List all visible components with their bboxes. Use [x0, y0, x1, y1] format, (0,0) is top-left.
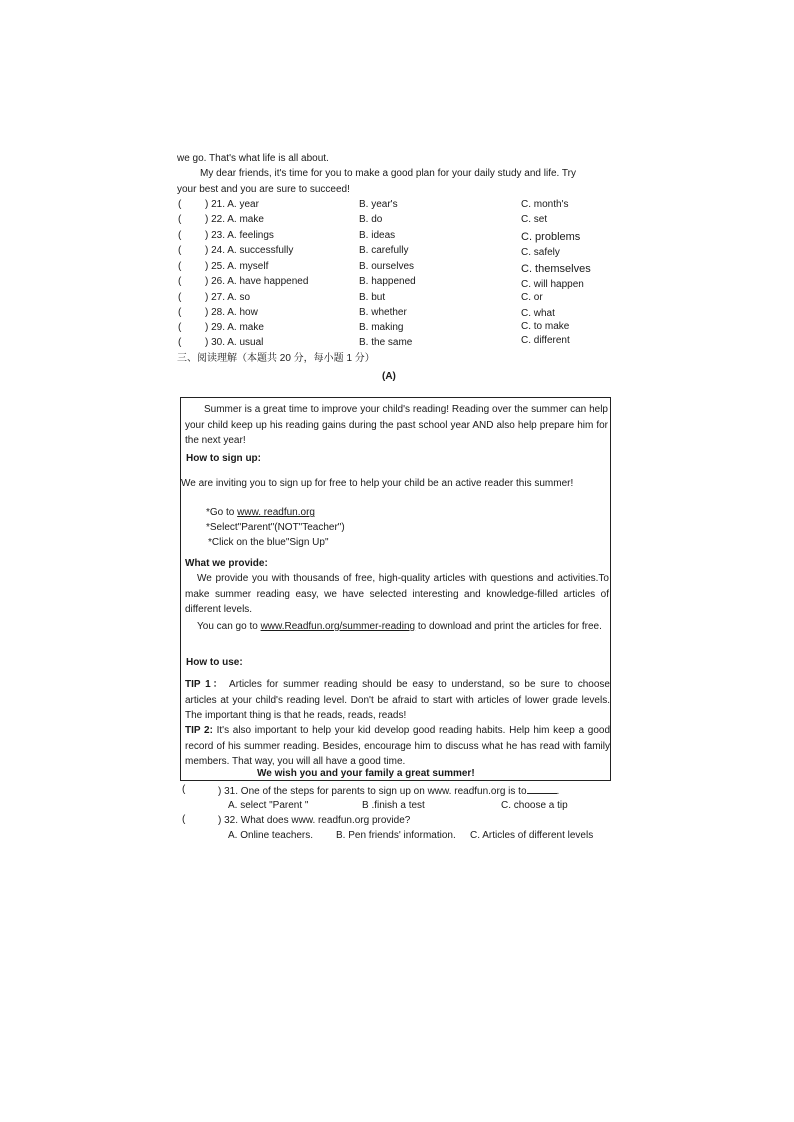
option-b: B. but [359, 292, 386, 303]
intro-line-2: My dear friends, it's time for you to make a good plan for your daily study and life. Try [200, 168, 576, 179]
question-31-stem [218, 784, 559, 798]
option-a: ) 29. A. make [205, 322, 264, 333]
option-a: ) 28. A. how [205, 307, 258, 318]
download-prefix: You can go to [197, 621, 261, 632]
download-text [185, 619, 609, 635]
option-c: C. will happen [521, 279, 584, 290]
question-31-end: . [556, 786, 560, 797]
answer-paren: ( [178, 230, 182, 241]
option-c: C. themselves [521, 263, 591, 275]
question-31-text: ) 31. One of the steps for parents to sign up on www. readfun.org is to [218, 786, 527, 797]
option-a: ) 25. A. myself [205, 261, 269, 272]
answer-paren: ( [178, 199, 182, 210]
question-31-option-c: C. choose a tip [501, 800, 568, 811]
tip-1-label: TIP 1： [185, 679, 225, 690]
signup-step-2: *Select"Parent"(NOT"Teacher") [206, 522, 345, 533]
option-c: C. or [521, 292, 543, 303]
answer-paren: ( [178, 261, 182, 272]
summer-reading-link[interactable]: www.Readfun.org/summer-reading [260, 621, 416, 632]
tip-1-text: Articles for summer reading should be easy to understand, so be sure to choose articles at your child's reading level. Don't be afraid to start with articles of lower grade levels. The important thing is that he reads, reads, reads! [185, 679, 610, 721]
tip-2 [185, 723, 610, 770]
option-a: ) 27. A. so [205, 292, 251, 303]
provide-text: We provide you with thousands of free, high-quality articles with questions and activities.To make summer reading easy, we have selected interesting and knowledge-filled articles of different levels. [185, 573, 609, 615]
use-heading: How to use: [186, 657, 243, 668]
question-32-stem: ) 32. What does www. readfun.org provide? [218, 815, 411, 826]
option-c: C. what [521, 308, 555, 319]
step-1-prefix: *Go to [206, 507, 238, 518]
option-b: B. the same [359, 337, 413, 348]
answer-paren: ( [178, 307, 182, 318]
option-b: B. do [359, 214, 383, 225]
answer-blank [527, 784, 557, 794]
question-32-option-b: B. Pen friends' information. [336, 830, 456, 841]
signup-text: We are inviting you to sign up for free to help your child be an active reader this summer! [181, 478, 574, 489]
question-31-option-b: B .finish a test [362, 800, 425, 811]
intro-line-1: we go. That's what life is all about. [177, 153, 329, 164]
passage-closing: We wish you and your family a great summer! [257, 768, 475, 779]
option-a: ) 22. A. make [205, 214, 264, 225]
answer-paren: ( [178, 214, 182, 225]
option-c: C. different [521, 335, 570, 346]
option-a: ) 23. A. feelings [205, 230, 274, 241]
section-heading: 三、阅读理解（本题共 20 分，每小题 1 分） [177, 353, 375, 364]
option-b: B. ideas [359, 230, 396, 241]
question-32-option-a: A. Online teachers. [228, 830, 314, 841]
option-a: ) 26. A. have happened [205, 276, 309, 287]
option-c: C. set [521, 214, 548, 225]
option-c: C. safely [521, 247, 560, 258]
tip-1 [185, 677, 610, 724]
question-32-option-c: C. Articles of different levels [470, 830, 594, 841]
option-b: B. carefully [359, 245, 409, 256]
part-label: (A) [382, 371, 396, 382]
answer-paren: ( [178, 276, 182, 287]
signup-step-3: *Click on the blue"Sign Up" [208, 537, 329, 548]
option-a: ) 24. A. successfully [205, 245, 294, 256]
option-b: B. making [359, 322, 404, 333]
signup-step-1 [206, 506, 315, 519]
download-suffix: to download and print the articles for free. [415, 621, 602, 632]
option-b: B. happened [359, 276, 416, 287]
question-31-option-a: A. select "Parent " [228, 800, 309, 811]
intro-line-3: your best and you are sure to succeed! [177, 184, 350, 195]
tip-2-text: It's also important to help your kid develop good reading habits. Help him keep a good record of his summer reading. Besides, encourage him to discuss what he has read with family members. That way, you will all have a good time. [185, 725, 611, 767]
answer-paren: ( [178, 245, 182, 256]
answer-paren: ( [182, 784, 186, 795]
option-b: B. year's [359, 199, 398, 210]
passage-intro: Summer is a great time to improve your child's reading! Reading over the summer can help your child keep up his reading gains during the past school year AND also help prepare him for the next year! [185, 404, 608, 446]
answer-paren: ( [178, 322, 182, 333]
option-c: C. month's [521, 199, 569, 210]
signup-heading: How to sign up: [186, 453, 261, 464]
option-c: C. to make [521, 321, 570, 332]
option-b: B. whether [359, 307, 407, 318]
tip-2-label: TIP 2: [185, 725, 213, 736]
option-c: C. problems [521, 231, 581, 243]
answer-paren: ( [178, 337, 182, 348]
answer-paren: ( [178, 292, 182, 303]
option-b: B. ourselves [359, 261, 415, 272]
provide-heading: What we provide: [185, 558, 268, 569]
answer-paren: ( [182, 814, 186, 825]
option-a: ) 21. A. year [205, 199, 259, 210]
option-a: ) 30. A. usual [205, 337, 264, 348]
readfun-link[interactable]: www. readfun.org [237, 507, 315, 518]
